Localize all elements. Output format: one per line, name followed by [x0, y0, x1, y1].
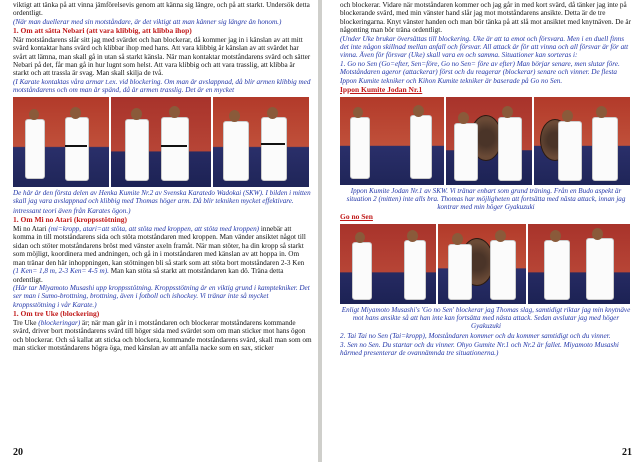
paragraph [13, 225, 312, 284]
photo-8 [438, 224, 526, 304]
photo-5 [446, 97, 532, 185]
left-page [0, 0, 318, 462]
paragraph [13, 1, 312, 18]
page-number-right: 21 [622, 447, 632, 458]
body-text: är; när man går in i motståndaren och blockerar motståndarens kommande svärd, driver bort motståndarens svärd till höger sida med svärdet som om man sticker mot hans ögon och blockerar. Och så kallat att sticka och blockera, kommande motståndarens svärd, skall man som om man sticker motståndarens högra öga, med känslan av att anfalla nacke som en sax, sticker [13, 318, 312, 352]
section-heading-ippon-kumite: Ippon Kumite Jodan Nr.1 [340, 85, 423, 95]
paragraph: När motståndarens slår sitt jag med svärdet och han blockerar, då kommer jag in i känslan av att mitt svärd kontaktar hans svärd och klibbar ihop med hans. Att vara klibbig är känslan av att svärdet har svårt att lämna, man skall gå in utan så starkt känsla. När man kontaktar motståndarens svärd och sätter Nebari på det, får man gå in hur lugnt som helst. Att vara klibbig och att vara trasslig, att klibba är starkt och att trassla är svag. Man skall skilja de två. [13, 35, 311, 78]
term: Mi no Atari [13, 225, 47, 234]
photo-2 [111, 97, 211, 187]
unit-note: (1 Ken= 1,8 m, 2-3 Ken= 4-5 m). [13, 267, 109, 276]
section-heading-mi-no-atari: 1. Om Mi no Atari (kroppsstötning) [13, 215, 128, 225]
photo-4 [340, 97, 444, 185]
translator-note: (Under Uke brukar översättas till blockering. Uke är att ta emot och försvara. Men i en duell finns det inte någon skillnad mellan anfall och försvar. All attack är för att vinna och all försvar är för att vinna. Även för försvar (Uke) skall vara en och samma. Situationer kan sorteras i: [340, 34, 629, 60]
photo-3 [213, 97, 309, 187]
term-note: (mi=kropp, atari=att stöta, att stöta med kroppen, att stöta med kroppen) [48, 225, 260, 234]
translator-note: (Här tar Miyamoto Musashi upp kroppsstötning. Kroppsstötning är en viktig grund i kamptekniker. Det ser man i Sumo-brottning, brottning, även i fotboll och ishockey. Vi tränar inte så mycket kroppsstötning i vår Karate.) [13, 283, 310, 309]
photo-1 [13, 97, 109, 187]
photo-caption: De här är den första delen av Henka Kumite Nr.2 av Svenska Karatedo Wadokai (SKW). I bilden i mitten skall jag vara avslappnad och klibbig med Thomas höger arm. Då blir tekniken mycket effektivare. [13, 188, 311, 205]
section-heading-nebari: 1. Om att sätta Nebari (att vara klibbig, att klibba ihop) [13, 26, 192, 36]
list-item-go-no-sen: 1. Go no Sen (Go=efter, Sen=före, Go no Sen= före av efter) Man börjar senare, men slutar före. Motståndaren ageror (attackerar) först och du reagerar (blockerar) senare och vinner. De flesta Ippon Kumite tekniker och Kihon Kumite tekniker är baserade på Go no Sen. [340, 59, 620, 85]
page-number-left: 20 [13, 447, 23, 458]
paragraph: och blockerar. Vidare när motståndaren kommer och jag går in med kort svärd, då tänker jag inte på blockerande svärd, med min vänster hand slår jag mot motståndarens ansikte. Detta är de tre blockeringarna. Knyt vänster handen och man bör tänka på att slå mot ansiktet med knytnäven. De är någonting man bör träna ordentligt. [340, 1, 631, 35]
paragraph [13, 319, 312, 353]
body-text: innebär att komma in till motståndarens sida och stöta motståndaren med kroppen. Man vänder ansiktet något till sidan och stöter motståndarens bröst med vänster axeln framåt. När man stöter, ha din kropp så starkt som möjligt, koordinera med andningen, och gå in i motståndaren med känslan av att hoppa in. Om man tränar den här inhoppningen, kan stötningen bli så stark som att stöta bort motståndaren 2-3 Ken [13, 225, 306, 267]
section-heading-uke: 1. Om tre Uke (blockering) [13, 309, 100, 319]
list-item-tai-tai-no-sen: 2. Tai Tai no Sen (Tai=kropp), Motståndaren kommer och du kommer samtidigt och du vinner. [340, 332, 611, 341]
list-item-sen-no-sen: 3. Sen no Sen. Du startar och du vinner. Ohyo Gumite Nr.1 och Nr.2 är fallet. Miyamoto Musashi härmed presenterar de ovannämnda tre situationerna.) [340, 340, 619, 358]
section-heading-go-no-sen: Go no Sen [340, 212, 373, 222]
photo-7 [340, 224, 436, 304]
photo-caption: Ippon Kumite Jodan Nr.1 av SKW. Vi tränar enbart som grund träning. Från en Budo aspekt är situation 2 (mitten) inte alls bra. Thomas har möjligheten att fortsätta med nästa attack, innan jag kontrar med min höger Gyakuzuki [346, 186, 626, 212]
translator-note: (I Karate kontaktas våra armar t.ex. vid blockering. Om man är avslappnad, då blir armen klibbig med motståndarens och om man är spänd, då är armen trasslig. Det är en mycket [13, 77, 311, 95]
body-text: viktigt att tänka på att vinna jämförelsevis genom att känna sig längre, och på att starkt. Undersök detta ordentligt. [13, 1, 310, 18]
term-note: (blockeringar) [38, 318, 81, 327]
translator-note: (När man duellerar med sin motståndare, är det viktigt att man känner sig längre än honom.) [13, 17, 282, 26]
photo-strip-ippon-kumite [340, 97, 632, 185]
photo-caption: Enligt Miyamoto Musashi's 'Go no Sen' blockerar jag Thomas slag, samtidigt riktar jag min knytnäve mot hans ansikte så att han inte kan fortsätta med nästa attack. Sedan avslutar jag med höger Gyakuzuki [341, 305, 631, 331]
photo-6 [534, 97, 630, 185]
translator-note-continued: intressant teori även från Karates ögon.) [13, 207, 131, 216]
photo-9 [528, 224, 630, 304]
photo-strip-henka-kumite [13, 97, 312, 187]
right-page [322, 0, 642, 462]
photo-strip-go-no-sen [340, 224, 632, 304]
body-text: Man kan stöta så starkt att motståndaren kan dö. Träna detta ordentligt. [13, 267, 284, 284]
term: Tre Uke [13, 318, 37, 327]
